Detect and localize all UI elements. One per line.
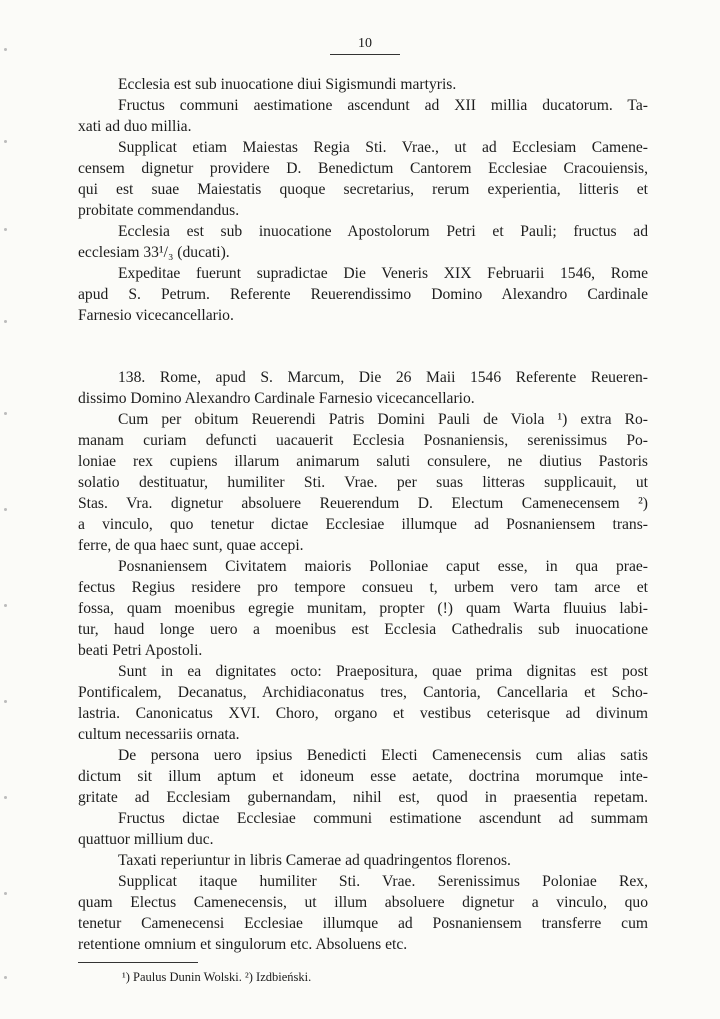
text-line: censem dignetur providere D. Benedictum Cantorem Ecclesiae Cracouiensis, (78, 160, 648, 177)
text-line: Pontificalem, Decanatus, Archidiaconatus tres, Cantoria, Cancellaria et Scho- (78, 684, 648, 701)
text-line: De persona uero ipsius Benedicti Electi Camenecensis cum alias satis (118, 747, 648, 764)
header-rule (330, 54, 400, 55)
page-number: 10 (358, 36, 372, 51)
text-line: fectus Regius residere pro tempore consueu t, urbem vero tam arce et (78, 579, 648, 596)
text-line: gritate ad Ecclesiam gubernandam, nihil est, quod in praesentia repetam. (78, 789, 648, 806)
text-line: a vinculo, quo tenetur dictae Ecclesiae illumque ad Posnaniensem trans- (78, 516, 648, 533)
text-line: Supplicat etiam Maiestas Regia Sti. Vrae., ut ad Ecclesiam Camene- (118, 139, 648, 156)
text-line: Stas. Vra. dignetur absoluere Reuerendum D. Electum Camenecensem ²) (78, 495, 648, 512)
text-line: Fructus dictae Ecclesiae communi estimatione ascendunt ad summam (118, 810, 648, 827)
text-line: manam curiam defuncti uacauerit Ecclesia Posnaniensis, serenissimus Po- (78, 432, 648, 449)
text-line: solatio destituatur, humiliter Sti. Vrae. per suas litteras supplicauit, ut (78, 474, 648, 491)
text-line: cultum necessariis ornata. (78, 726, 240, 743)
text-line: lastria. Canonicatus XVI. Choro, organo et vestibus ceterisque ad divinum (78, 705, 648, 722)
text-line: Expeditae fuerunt supradictae Die Veneris XIX Februarii 1546, Rome (118, 265, 648, 282)
text-line: Sunt in ea dignitates octo: Praepositura, quae prima dignitas est post (118, 663, 648, 680)
text-line: Supplicat itaque humiliter Sti. Vrae. Serenissimus Poloniae Rex, (118, 873, 648, 890)
text-line: loniae rex cupiens illarum animarum saluti consulere, ne diutius Pastoris (78, 453, 648, 470)
text-line: dissimo Domino Alexandro Cardinale Farnesio vicecancellario. (78, 390, 475, 407)
text-line: Cum per obitum Reuerendi Patris Domini Pauli de Viola ¹) extra Ro- (118, 411, 648, 428)
text-line: probitate commendandus. (78, 202, 240, 219)
text-line: tenetur Camenecensi Ecclesiae illumque ad Posnaniensem transferre cum (78, 915, 648, 932)
footnote-rule (78, 962, 198, 963)
text-line: retentione omnium et singulorum etc. Absoluens etc. (78, 936, 408, 953)
text-line: dictum sit illum aptum et idoneum esse aetate, doctrina morumque inte- (78, 768, 648, 785)
text-line: ferre, de qua haec sunt, quae accepi. (78, 537, 304, 554)
text-line: beati Petri Apostoli. (78, 642, 203, 659)
text-line: ecclesiam 33¹/₃ (ducati). (78, 244, 230, 261)
text-line: qui est suae Maiestatis quoque secretarius, rerum experientia, litteris et (78, 181, 648, 198)
text-line: quam Electus Camenecensis, ut illum absoluere dignetur a vinculo, quo (78, 894, 648, 911)
text-line: fossa, quam moenibus egregie munitam, propter (!) quam Warta fluuius labi- (78, 600, 648, 617)
text-line: Posnaniensem Civitatem maioris Polloniae caput esse, in qua prae- (118, 558, 648, 575)
text-line: tur, haud longe uero a moenibus est Ecclesia Cathedralis sub inuocatione (78, 621, 648, 638)
text-line: Fructus communi aestimatione ascendunt ad XII millia ducatorum. Ta- (118, 97, 648, 114)
text-line: apud S. Petrum. Referente Reuerendissimo Domino Alexandro Cardinale (78, 286, 648, 303)
text-line: 138. Rome, apud S. Marcum, Die 26 Maii 1546 Referente Reueren- (118, 369, 648, 386)
text-line: Ecclesia est sub inuocatione diui Sigismundi martyris. (118, 76, 457, 93)
text-line: xati ad duo millia. (78, 118, 192, 135)
text-line: Taxati reperiuntur in libris Camerae ad quadringentos florenos. (118, 852, 511, 869)
footnote: ¹) Paulus Dunin Wolski. ²) Izdbieński. (122, 970, 312, 984)
text-line: Ecclesia est sub inuocatione Apostolorum Petri et Pauli; fructus ad (118, 223, 648, 240)
text-line: Farnesio vicecancellario. (78, 307, 234, 324)
text-line: quattuor millium duc. (78, 831, 214, 848)
margin-marks (0, 0, 14, 1019)
